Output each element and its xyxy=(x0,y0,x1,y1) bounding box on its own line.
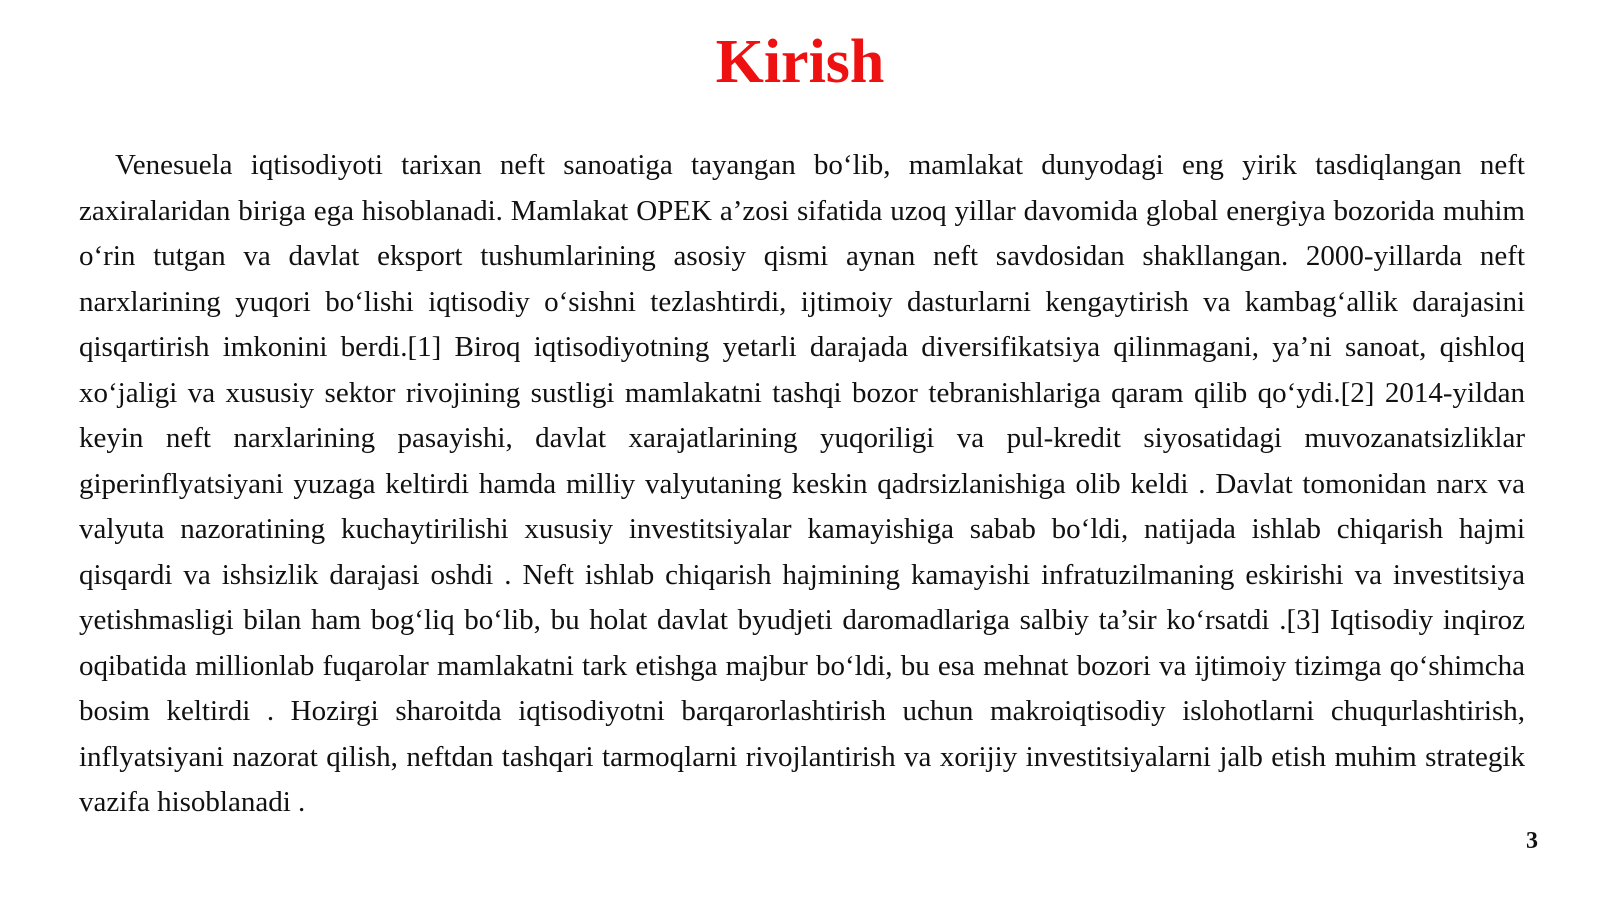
page-number: 3 xyxy=(1526,828,1538,854)
body-paragraph: Venesuela iqtisodiyoti tarixan neft sanoatiga tayangan bo‘lib, mamlakat dunyodagi eng yirik tasdiqlangan neft zaxiralaridan biriga ega hisoblanadi. Mamlakat OPEK a’zosi sifatida uzoq yillar davomida global energiya bozorida muhim o‘rin tutgan va davlat eksport tushumlarining asosiy qismi aynan neft savdosidan shakllangan. 2000-yillarda neft narxlarining yuqori bo‘lishi iqtisodiy o‘sishni tezlashtirdi, ijtimoiy dasturlarni kengaytirish va kambag‘allik darajasini qisqartirish imkonini berdi.[1] Biroq iqtisodiyotning yetarli darajada diversifikatsiya qilinmagani, ya’ni sanoat, qishloq xo‘jaligi va xususiy sektor rivojining sustligi mamlakatni tashqi bozor tebranishlariga qaram qilib qo‘ydi.[2] 2014-yildan keyin neft narxlarining pasayishi, davlat xarajatlarining yuqoriligi va pul-kredit siyosatidagi muvozanatsizliklar giperinflyatsiyani yuzaga keltirdi hamda milliy valyutaning keskin qadrsizlanishiga olib keldi . Davlat tomonidan narx va valyuta nazoratining kuchaytirilishi xususiy investitsiyalar kamayishiga sabab bo‘ldi, natijada ishlab chiqarish hajmi qisqardi va ishsizlik darajasi oshdi . Neft ishlab chiqarish hajmining kamayishi infratuzilmaning eskirishi va investitsiya yetishmasligi bilan ham bog‘liq bo‘lib, bu holat davlat byudjeti daromadlariga salbiy ta’sir ko‘rsatdi .[3] Iqtisodiy inqiroz oqibatida millionlab fuqarolar mamlakatni tark etishga majbur bo‘ldi, bu esa mehnat bozori va ijtimoiy tizimga qo‘shimcha bosim keltirdi . Hozirgi sharoitda iqtisodiyotni barqarorlashtirish uchun makroiqtisodiy islohotlarni chuqurlashtirish, inflyatsiyani nazorat qilish, neftdan tashqari tarmoqlarni rivojlantirish va xorijiy investitsiyalarni jalb etish muhim strategik vazifa hisoblanadi . xyxy=(79,149,1525,818)
slide-title: Kirish xyxy=(715,28,885,96)
